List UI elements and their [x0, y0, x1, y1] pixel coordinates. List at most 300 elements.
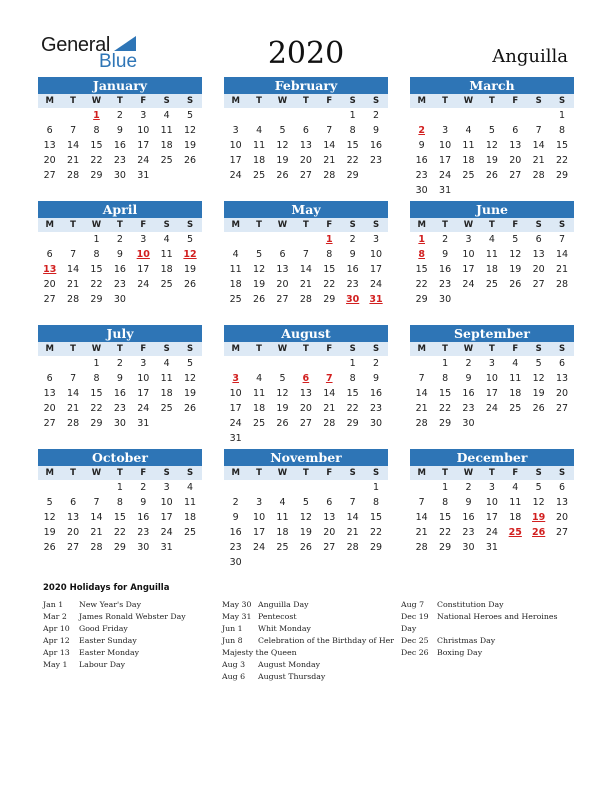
weekday-label: T	[488, 468, 495, 478]
holiday-day-cell: 3	[232, 373, 239, 384]
weekday-label: T	[302, 96, 309, 106]
day-cell: 22	[439, 403, 452, 414]
holiday-item	[401, 599, 557, 611]
day-cell: 8	[93, 125, 100, 136]
week-row	[38, 480, 202, 495]
day-cell: 30	[137, 542, 150, 553]
weekday-label: W	[91, 220, 102, 230]
holiday-date: Jan 1	[43, 600, 64, 609]
day-cell	[224, 480, 247, 495]
holiday-name: Boxing Day	[437, 648, 483, 657]
day-cell: 26	[299, 542, 312, 553]
day-cell: 18	[253, 155, 266, 166]
holiday-item	[222, 599, 394, 611]
day-cell: 27	[323, 542, 336, 553]
day-cell: 5	[187, 110, 194, 121]
day-cell	[247, 480, 270, 495]
holiday-name: Celebration of the Birthday of Her	[258, 636, 395, 645]
day-cell: 11	[160, 249, 173, 260]
holiday-day-cell: 19	[532, 512, 546, 523]
day-cell	[155, 292, 178, 307]
day-cell: 30	[462, 418, 475, 429]
day-cell: 29	[415, 294, 428, 305]
day-cell: 1	[349, 110, 356, 121]
day-cell: 7	[349, 497, 356, 508]
week-row	[38, 153, 202, 168]
day-cell: 20	[532, 264, 545, 275]
day-cell: 21	[67, 155, 80, 166]
day-cell: 15	[346, 388, 359, 399]
day-cell: 6	[559, 358, 566, 369]
day-cell: 3	[373, 234, 380, 245]
day-cell: 12	[253, 264, 266, 275]
day-cell: 24	[369, 279, 383, 290]
week-row	[224, 232, 388, 247]
holiday-date: May 31	[222, 612, 252, 621]
holidays-column	[222, 599, 394, 683]
day-cell	[294, 480, 317, 495]
day-cell	[247, 555, 270, 570]
day-cell: 28	[67, 418, 80, 429]
holiday-day-cell: 10	[136, 249, 150, 260]
day-cell: 30	[415, 185, 428, 196]
day-cell: 21	[323, 403, 336, 414]
day-cell: 16	[462, 512, 475, 523]
week-row	[410, 138, 574, 153]
day-cell: 23	[113, 403, 126, 414]
weekday-label: W	[463, 96, 474, 106]
weekday-header-row	[410, 342, 574, 356]
weekday-label: M	[231, 220, 240, 230]
holiday-item	[43, 635, 186, 647]
day-cell: 8	[559, 125, 566, 136]
day-cell: 16	[113, 264, 126, 275]
day-cell	[224, 108, 247, 123]
day-cell: 7	[70, 249, 77, 260]
month-january	[38, 77, 202, 183]
day-cell: 6	[535, 234, 542, 245]
day-cell: 17	[253, 527, 266, 538]
day-cell: 2	[465, 358, 472, 369]
day-cell: 8	[349, 373, 356, 384]
day-cell: 27	[555, 527, 569, 538]
week-row	[38, 495, 202, 510]
day-cell: 30	[439, 294, 452, 305]
day-cell: 28	[323, 170, 336, 181]
weekday-label: T	[442, 96, 448, 106]
day-cell: 22	[90, 155, 103, 166]
day-cell: 16	[346, 264, 359, 275]
day-cell: 15	[113, 512, 126, 523]
day-cell: 8	[442, 497, 449, 508]
day-cell: 13	[555, 373, 569, 384]
day-cell: 12	[276, 388, 289, 399]
day-cell: 10	[485, 497, 498, 508]
week-row	[38, 108, 202, 123]
holiday-name: New Year's Day	[79, 600, 141, 609]
day-cell: 10	[137, 373, 150, 384]
weekday-label: M	[45, 220, 54, 230]
day-cell: 9	[465, 373, 472, 384]
day-cell: 15	[415, 264, 428, 275]
day-cell: 3	[488, 358, 495, 369]
day-cell: 1	[116, 482, 123, 493]
weekday-label: T	[302, 220, 309, 230]
week-row	[410, 495, 574, 510]
day-cell	[224, 356, 247, 371]
day-cell: 8	[326, 249, 333, 260]
day-cell: 1	[442, 482, 449, 493]
week-row	[224, 416, 388, 431]
day-cell: 26	[532, 403, 545, 414]
holiday-item	[401, 635, 557, 647]
day-cell: 28	[346, 542, 359, 553]
day-cell: 23	[462, 403, 475, 414]
day-cell: 25	[160, 279, 173, 290]
day-cell: 10	[137, 125, 150, 136]
day-cell: 23	[415, 170, 428, 181]
day-cell: 7	[535, 125, 542, 136]
holiday-day-cell: 12	[183, 249, 197, 260]
day-cell: 26	[276, 418, 289, 429]
weekday-label: T	[488, 96, 495, 106]
holiday-name: Whit Monday	[258, 624, 311, 633]
holiday-day-cell: 13	[43, 264, 57, 275]
weekday-header-row	[410, 466, 574, 480]
day-cell: 24	[485, 527, 498, 538]
day-cell: 24	[485, 403, 498, 414]
weekday-header-row	[224, 342, 388, 356]
weekday-label: T	[70, 220, 76, 230]
day-cell: 3	[442, 125, 449, 136]
weekday-label: S	[535, 96, 542, 106]
weekday-label: W	[463, 220, 474, 230]
day-cell: 20	[299, 155, 312, 166]
day-cell	[294, 356, 317, 371]
day-cell: 21	[323, 155, 336, 166]
day-cell: 22	[113, 527, 126, 538]
day-cell: 28	[299, 294, 312, 305]
weekday-label: T	[488, 344, 495, 354]
day-cell	[247, 431, 270, 446]
day-cell: 4	[512, 482, 519, 493]
month-header: December	[410, 449, 574, 466]
day-cell: 9	[116, 373, 123, 384]
day-cell: 26	[183, 279, 197, 290]
weekday-label: T	[70, 344, 76, 354]
weekday-label: T	[442, 468, 448, 478]
holiday-item	[43, 623, 186, 635]
day-cell	[341, 431, 364, 446]
day-cell: 27	[532, 279, 545, 290]
day-cell: 29	[555, 170, 569, 181]
day-cell: 30	[462, 542, 475, 553]
week-row	[410, 292, 574, 307]
day-cell: 6	[302, 125, 309, 136]
weekday-label: W	[463, 344, 474, 354]
holiday-date: Dec 19	[401, 612, 429, 621]
week-row	[410, 123, 574, 138]
day-cell: 9	[418, 140, 425, 151]
week-row	[410, 168, 574, 183]
month-june	[410, 201, 574, 307]
day-cell: 19	[532, 388, 545, 399]
day-cell: 3	[256, 497, 263, 508]
day-cell: 24	[439, 170, 452, 181]
day-cell: 14	[415, 388, 428, 399]
month-march	[410, 77, 574, 198]
weekday-label: M	[231, 344, 240, 354]
day-cell: 15	[555, 140, 569, 151]
day-cell: 31	[229, 433, 242, 444]
day-cell	[271, 431, 294, 446]
day-cell: 1	[349, 358, 356, 369]
weekday-label: M	[231, 468, 240, 478]
day-cell: 23	[113, 279, 126, 290]
month-july	[38, 325, 202, 431]
day-cell: 12	[183, 373, 197, 384]
day-cell: 21	[532, 155, 545, 166]
week-row	[38, 247, 202, 262]
day-cell: 7	[302, 249, 309, 260]
day-cell: 22	[90, 279, 103, 290]
day-cell: 30	[229, 557, 242, 568]
day-cell: 21	[67, 279, 80, 290]
holiday-day-cell: 1	[325, 234, 333, 245]
month-header: June	[410, 201, 574, 218]
holiday-name: Easter Sunday	[79, 636, 137, 645]
day-cell	[155, 168, 178, 183]
day-cell: 8	[93, 249, 100, 260]
day-cell: 6	[46, 373, 53, 384]
day-cell: 11	[276, 512, 289, 523]
day-cell	[480, 183, 503, 198]
week-row	[224, 555, 388, 570]
day-cell: 20	[323, 527, 336, 538]
day-cell: 28	[90, 542, 103, 553]
day-cell: 25	[160, 155, 173, 166]
day-cell	[341, 480, 364, 495]
day-cell: 18	[462, 155, 475, 166]
holiday-name: August Thursday	[258, 672, 326, 681]
holiday-item	[222, 611, 394, 623]
day-cell: 2	[116, 358, 123, 369]
day-cell: 19	[183, 140, 197, 151]
day-cell: 5	[535, 358, 542, 369]
day-cell: 19	[276, 155, 289, 166]
day-cell: 11	[253, 388, 266, 399]
weekday-label: T	[116, 96, 123, 106]
week-row	[224, 525, 388, 540]
day-cell	[410, 480, 433, 495]
day-cell	[318, 431, 341, 446]
day-cell: 25	[509, 403, 522, 414]
day-cell: 2	[373, 358, 380, 369]
day-cell: 22	[369, 527, 383, 538]
weekday-label: M	[417, 96, 426, 106]
day-cell: 6	[46, 125, 53, 136]
day-cell: 27	[555, 403, 569, 414]
weekday-label: T	[488, 220, 495, 230]
week-row	[410, 247, 574, 262]
day-cell: 6	[70, 497, 77, 508]
day-cell: 4	[512, 358, 519, 369]
day-cell: 8	[116, 497, 123, 508]
week-row	[410, 480, 574, 495]
holiday-date: May 1	[43, 660, 68, 669]
holiday-item	[43, 611, 186, 623]
day-cell: 17	[160, 512, 173, 523]
holiday-date: Aug 3	[222, 660, 246, 669]
day-cell: 12	[532, 373, 545, 384]
logo-triangle-icon	[114, 36, 136, 51]
week-row	[224, 356, 388, 371]
day-cell: 5	[187, 358, 194, 369]
day-cell	[364, 168, 387, 183]
day-cell: 10	[462, 249, 475, 260]
day-cell: 25	[229, 294, 242, 305]
week-row	[410, 510, 574, 525]
week-row	[224, 386, 388, 401]
day-cell	[271, 480, 294, 495]
weekday-header-row	[224, 218, 388, 232]
week-row	[38, 262, 202, 277]
month-header: August	[224, 325, 388, 342]
day-cell: 30	[369, 418, 383, 429]
day-cell	[480, 108, 503, 123]
day-cell: 16	[137, 512, 150, 523]
day-cell: 4	[187, 482, 194, 493]
day-cell: 5	[256, 249, 263, 260]
day-cell: 28	[415, 542, 428, 553]
week-row	[410, 183, 574, 198]
day-cell: 12	[509, 249, 522, 260]
day-cell: 28	[555, 279, 569, 290]
day-cell: 17	[137, 140, 150, 151]
day-cell: 13	[276, 264, 289, 275]
day-cell: 7	[418, 497, 425, 508]
week-row	[38, 168, 202, 183]
holiday-date: Jun 8	[222, 636, 243, 645]
weekday-label: S	[349, 220, 356, 230]
day-cell: 25	[485, 279, 498, 290]
day-cell	[271, 232, 294, 247]
day-cell: 28	[67, 170, 80, 181]
day-cell: 24	[137, 403, 150, 414]
weekday-label: F	[326, 96, 333, 106]
month-header: November	[224, 449, 388, 466]
day-cell: 12	[299, 512, 312, 523]
day-cell: 3	[465, 234, 472, 245]
weekday-label: T	[70, 468, 76, 478]
day-cell: 31	[137, 170, 150, 181]
day-cell: 10	[439, 140, 452, 151]
day-cell: 18	[509, 512, 522, 523]
day-cell	[38, 108, 61, 123]
week-row	[224, 247, 388, 262]
day-cell: 28	[415, 418, 428, 429]
day-cell: 9	[373, 373, 380, 384]
day-cell: 24	[160, 527, 173, 538]
day-cell: 11	[509, 497, 522, 508]
weekday-label: M	[45, 468, 54, 478]
weekday-label: S	[163, 344, 170, 354]
day-cell	[61, 480, 84, 495]
day-cell: 26	[485, 170, 498, 181]
day-cell: 19	[43, 527, 56, 538]
day-cell: 20	[43, 279, 56, 290]
day-cell: 16	[113, 388, 126, 399]
month-header: May	[224, 201, 388, 218]
day-cell: 28	[323, 418, 336, 429]
day-cell: 6	[559, 482, 566, 493]
day-cell: 21	[346, 527, 359, 538]
weekday-label: M	[417, 344, 426, 354]
day-cell: 21	[67, 403, 80, 414]
week-row	[224, 510, 388, 525]
day-cell: 18	[253, 403, 266, 414]
weekday-label: W	[91, 96, 102, 106]
day-cell: 13	[532, 249, 545, 260]
day-cell: 23	[369, 155, 383, 166]
holiday-name: Constitution Day	[437, 600, 504, 609]
week-row	[224, 153, 388, 168]
holiday-date: Aug 7	[401, 600, 425, 609]
week-row	[224, 138, 388, 153]
day-cell: 26	[183, 155, 197, 166]
month-header: September	[410, 325, 574, 342]
day-cell	[294, 232, 317, 247]
day-cell	[550, 416, 573, 431]
day-cell	[480, 292, 503, 307]
day-cell: 16	[439, 264, 452, 275]
day-cell: 30	[113, 418, 126, 429]
day-cell: 29	[323, 294, 336, 305]
day-cell: 17	[485, 512, 498, 523]
holiday-day-cell: 26	[532, 527, 546, 538]
day-cell: 11	[509, 373, 522, 384]
week-row	[38, 386, 202, 401]
day-cell: 2	[442, 234, 449, 245]
weekday-label: M	[231, 96, 240, 106]
holiday-name: National Heroes and Heroines	[437, 612, 558, 621]
day-cell: 24	[253, 542, 266, 553]
day-cell: 12	[43, 512, 56, 523]
day-cell: 15	[90, 388, 103, 399]
day-cell: 16	[229, 527, 242, 538]
holiday-item	[222, 659, 394, 671]
weekday-label: W	[277, 344, 288, 354]
weekday-label: S	[186, 468, 194, 478]
day-cell	[341, 555, 364, 570]
day-cell: 23	[346, 279, 359, 290]
week-row	[224, 108, 388, 123]
weekday-label: S	[163, 96, 170, 106]
month-header: April	[38, 201, 202, 218]
weekday-label: S	[558, 468, 566, 478]
day-cell: 20	[43, 155, 56, 166]
day-cell	[527, 108, 550, 123]
holiday-item	[401, 611, 557, 623]
day-cell	[294, 555, 317, 570]
day-cell: 12	[276, 140, 289, 151]
day-cell	[480, 416, 503, 431]
month-header: March	[410, 77, 574, 94]
week-row	[224, 480, 388, 495]
holiday-day-cell: 25	[508, 527, 522, 538]
weekday-label: S	[186, 96, 194, 106]
day-cell	[247, 108, 270, 123]
